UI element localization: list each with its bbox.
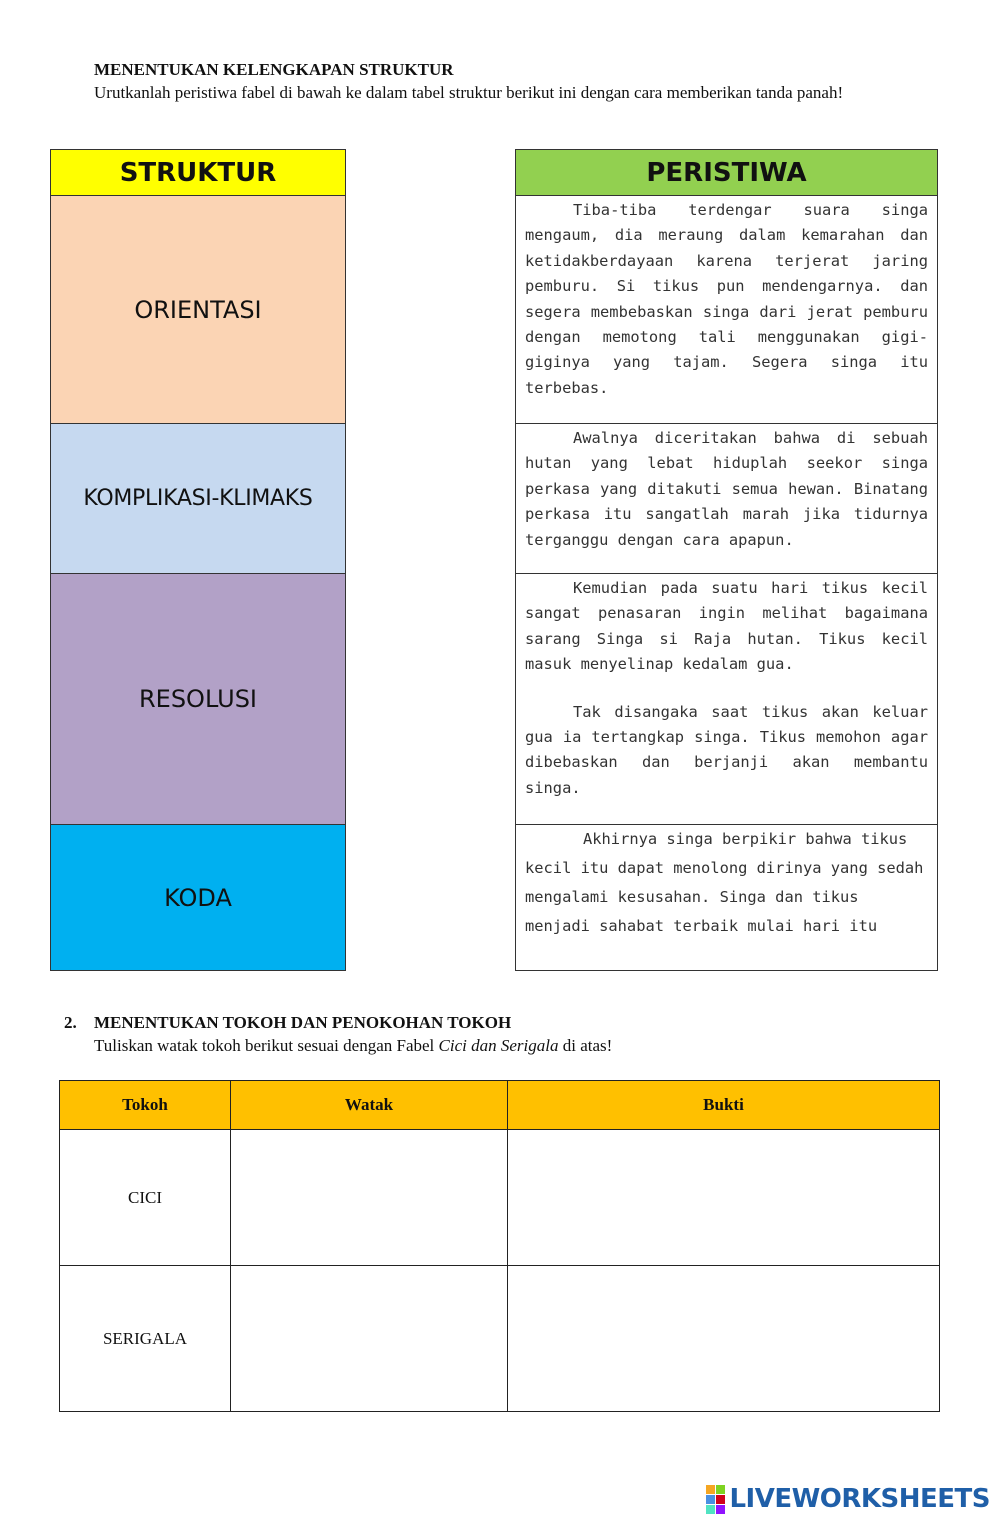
instruction-text-end: di atas! [558,1036,613,1055]
watak-input-cell[interactable] [231,1130,508,1266]
event-1-text: Tiba-tiba terdengar suara singa mengaum, dia meraung dalam kemarahan dan ketidakberdayaan karena terjerat jaring pemburu. Si tikus pun mendengarnya. dan segera membebaskan singa dari jerat pemburu dengan memotong tali menggunakan gigi-giginya yang tajam. Segera singa itu terbebas. [525,201,928,397]
section2-instruction [94,1036,612,1056]
section1-title: MENENTUKAN KELENGKAPAN STRUKTUR [94,60,454,79]
section2-title-text: MENENTUKAN TOKOH DAN PENOKOHAN TOKOH [94,1013,512,1032]
table-row [60,1130,940,1266]
watak-input-cell[interactable] [231,1266,508,1412]
event-card-1[interactable] [515,195,938,424]
liveworksheets-wordmark: LIVEWORKSHEETS [729,1484,990,1514]
tokoh-cell: CICI [60,1130,231,1266]
column-header-bukti: Bukti [508,1081,940,1130]
event-3-text-b: Tak disangaka saat tikus akan keluar gua ia tertangkap singa. Tikus memohon agar dibebaskan dan berjanji akan membantu singa. [525,702,928,797]
liveworksheets-logo [706,1484,990,1514]
liveworksheets-logo-icon [706,1485,725,1514]
table-row [60,1266,940,1412]
event-3-text-a: Kemudian pada suatu hari tikus kecil sangat penasaran ingin melihat bagaimana sarang Singa si Raja hutan. Tikus kecil masuk menyelinap kedalam gua. [525,579,928,674]
table-header-row [60,1081,940,1130]
bukti-input-cell[interactable] [508,1130,940,1266]
structure-orientasi[interactable]: ORIENTASI [50,195,346,424]
character-table [59,1080,940,1412]
column-header-tokoh: Tokoh [60,1081,231,1130]
events-header: PERISTIWA [515,149,938,196]
event-card-2[interactable] [515,423,938,574]
section2-number: 2. [64,1013,77,1032]
instruction-text: Tuliskan watak tokoh berikut sesuai dengan Fabel [94,1036,439,1055]
structure-resolusi[interactable]: RESOLUSI [50,573,346,825]
section1-instruction: Urutkanlah peristiwa fabel di bawah ke dalam tabel struktur berikut ini dengan cara memberikan tanda panah! [94,83,844,102]
bukti-input-cell[interactable] [508,1266,940,1412]
event-card-3[interactable] [515,573,938,825]
tokoh-cell: SERIGALA [60,1266,231,1412]
event-4-text: Akhirnya singa berpikir bahwa tikus kecil itu dapat menolong dirinya yang sedah mengalami kesusahan. Singa dan tikus menjadi sahabat terbaik mulai hari itu [525,830,924,935]
section2-title [64,1013,511,1033]
structure-komplikasi-klimaks[interactable]: KOMPLIKASI-KLIMAKS [50,423,346,574]
structure-koda[interactable]: KODA [50,824,346,971]
structure-header: STRUKTUR [50,149,346,196]
column-header-watak: Watak [231,1081,508,1130]
event-2-text: Awalnya diceritakan bahwa di sebuah hutan yang lebat hiduplah seekor singa perkasa yang ditakuti semua hewan. Binatang perkasa itu sangatlah marah jika tidurnya terganggu dengan cara apapun. [525,429,928,549]
fable-title: Cici dan Serigala [438,1036,559,1055]
event-card-4[interactable] [515,824,938,971]
